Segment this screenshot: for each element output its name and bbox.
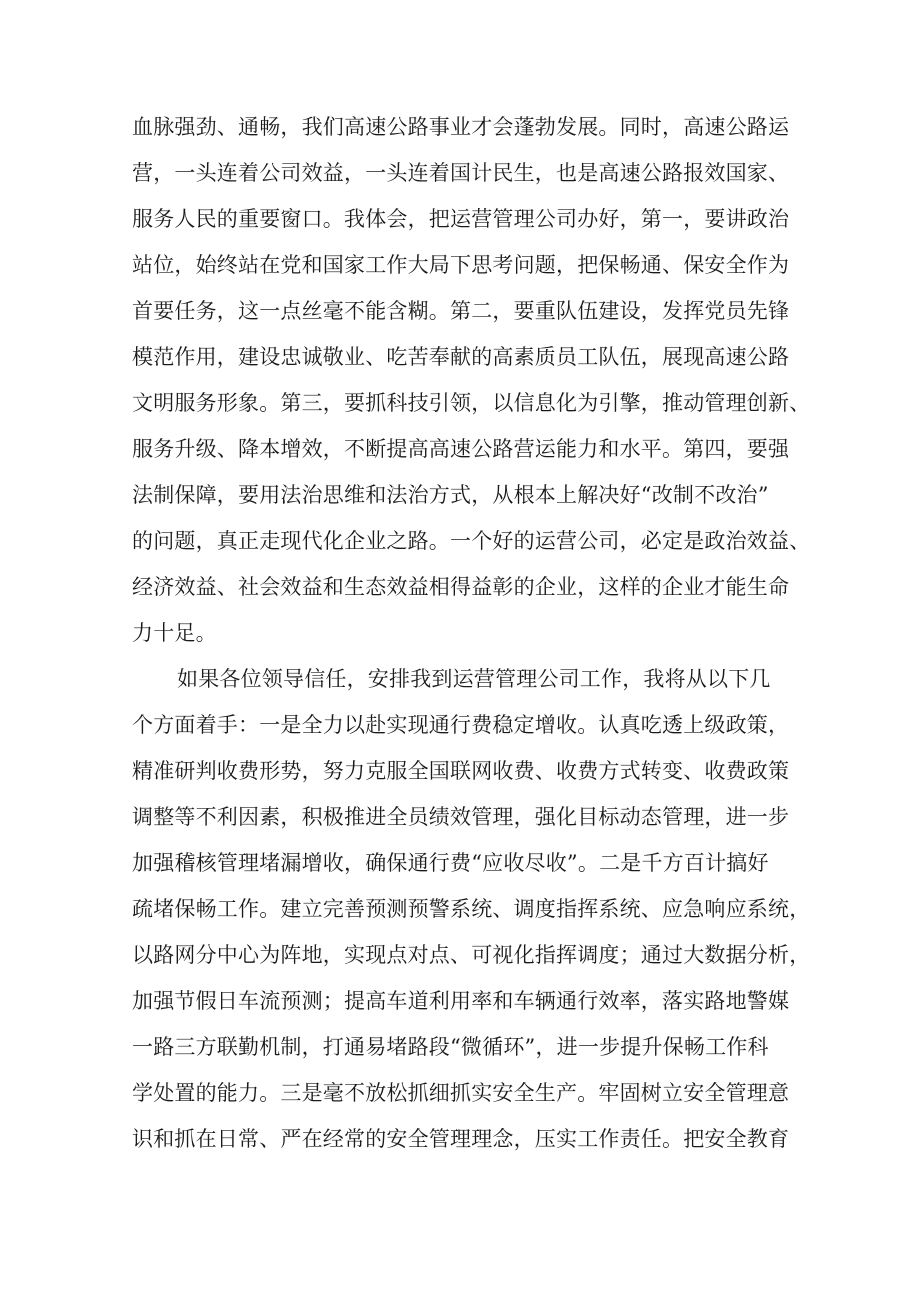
text-line: 血脉强劲、通畅，我们高速公路事业才会蓬勃发展。同时，高速公路运	[132, 115, 790, 139]
text-line: 的问题，真正走现代化企业之路。一个好的运营公司，必定是政治效益、	[132, 529, 811, 553]
text-line: 经济效益、社会效益和生态效益相得益彰的企业，这样的企业才能生命	[132, 575, 790, 599]
text-line: 加强稽核管理堵漏增收，确保通行费“应收尽收”。二是千方百计搞好	[132, 851, 769, 875]
text-line: 学处置的能力。三是毫不放松抓细抓实安全生产。牢固树立安全管理意	[132, 1081, 790, 1105]
text-line: 以路网分中心为阵地，实现点对点、可视化指挥调度；通过大数据分析，	[132, 943, 811, 967]
text-line: 首要任务，这一点丝毫不能含糊。第二，要重队伍建设，发挥党员先锋	[132, 299, 790, 323]
text-line: 营，一头连着公司效益，一头连着国计民生，也是高速公路报效国家、	[132, 161, 790, 185]
text-line: 法制保障，要用法治思维和法治方式，从根本上解决好“改制不改治”	[132, 483, 769, 507]
text-line: 一路三方联勤机制，打通易堵路段“微循环”，进一步提升保畅工作科	[132, 1035, 769, 1059]
text-line: 文明服务形象。第三，要抓科技引领，以信息化为引擎，推动管理创新、	[132, 391, 811, 415]
text-line: 疏堵保畅工作。建立完善预测预警系统、调度指挥系统、应急响应系统，	[132, 897, 811, 921]
text-line: 加强节假日车流预测；提高车道利用率和车辆通行效率，落实路地警媒	[132, 989, 790, 1013]
text-line: 个方面着手：一是全力以赴实现通行费稳定增收。认真吃透上级政策，	[132, 713, 790, 737]
text-line: 力十足。	[132, 621, 217, 645]
text-line: 服务人民的重要窗口。我体会，把运营管理公司办好，第一，要讲政治	[132, 207, 790, 231]
text-line: 调整等不利因素，积极推进全员绩效管理，强化目标动态管理，进一步	[132, 805, 790, 829]
text-line: 精准研判收费形势，努力克服全国联网收费、收费方式转变、收费政策	[132, 759, 790, 783]
text-line: 服务升级、降本增效，不断提高高速公路营运能力和水平。第四，要强	[132, 437, 790, 461]
text-line: 站位，始终站在党和国家工作大局下思考问题，把保畅通、保安全作为	[132, 253, 790, 277]
text-line: 识和抓在日常、严在经常的安全管理理念，压实工作责任。把安全教育	[132, 1127, 790, 1151]
text-line: 模范作用，建设忠诚敬业、吃苦奉献的高素质员工队伍，展现高速公路	[132, 345, 790, 369]
text-line: 如果各位领导信任，安排我到运营管理公司工作，我将从以下几	[177, 667, 771, 691]
